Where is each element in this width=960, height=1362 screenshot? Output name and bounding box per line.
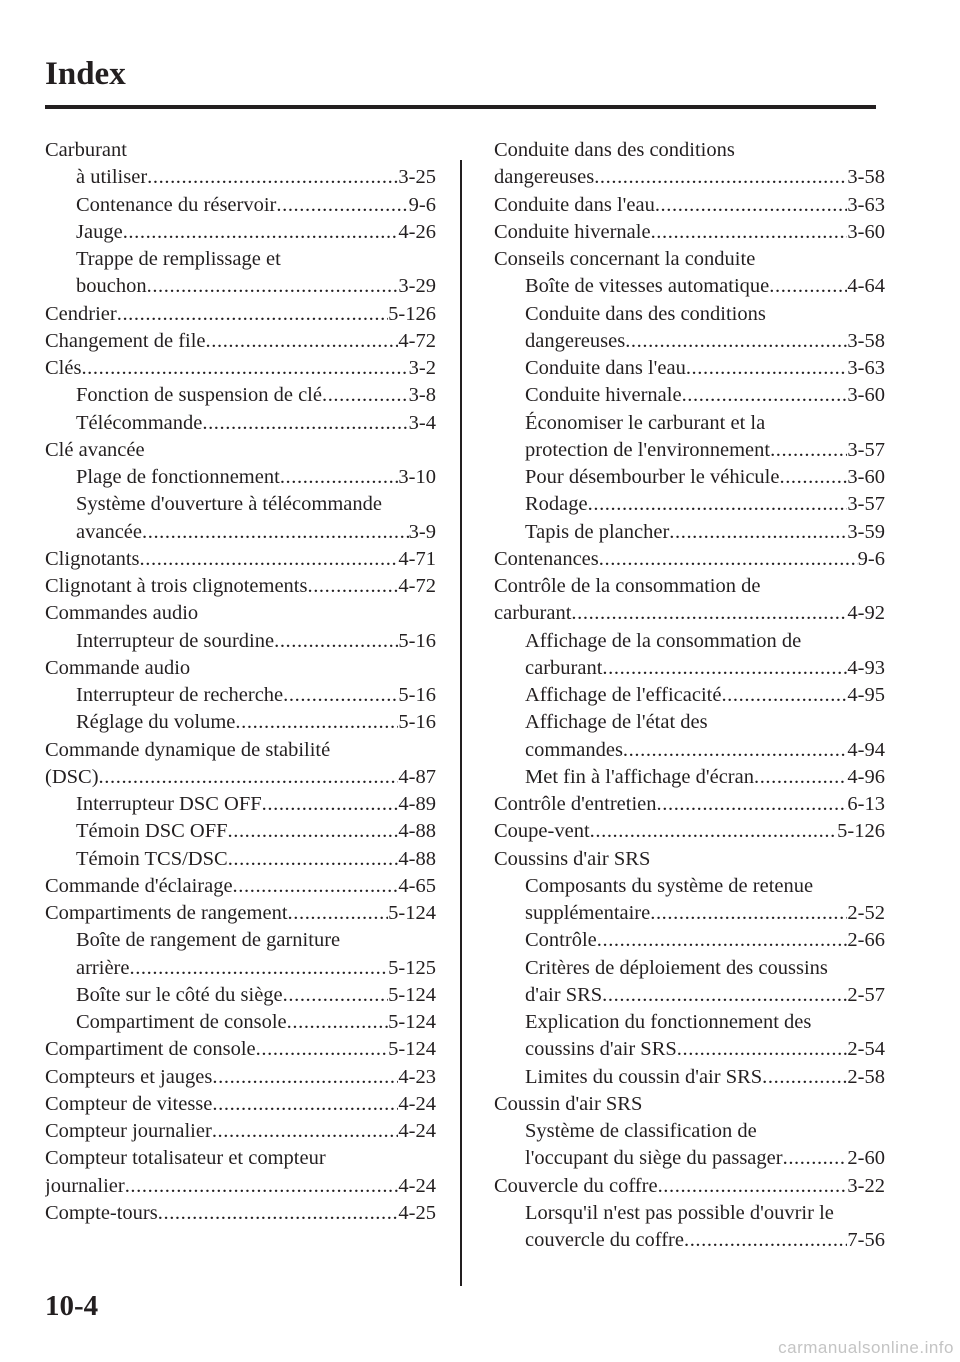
index-entry-text: dangereuses (494, 166, 595, 189)
index-entry (494, 1091, 885, 1118)
index-subentry (494, 1227, 885, 1254)
dot-leader (677, 1036, 848, 1063)
index-entry-text: Affichage de la consommation de (525, 629, 802, 652)
dot-leader (202, 410, 408, 437)
dot-leader (686, 355, 848, 382)
index-entry (45, 600, 436, 627)
index-entry-text: avancée (76, 520, 142, 543)
index-entry-text: Économiser le carburant et la (525, 411, 766, 434)
index-subentry (494, 355, 885, 382)
index-subentry (494, 628, 885, 655)
dot-leader (769, 273, 847, 300)
index-page-ref[interactable]: 3-57 (847, 493, 885, 516)
index-entry-text: Conduite hivernale (525, 384, 682, 407)
index-entry-text: Cendrier (45, 302, 117, 325)
dot-leader (147, 273, 399, 300)
dot-leader (288, 900, 389, 927)
index-entry (494, 1173, 885, 1200)
index-column-left (45, 137, 436, 1227)
index-page-ref[interactable]: 3-25 (398, 166, 436, 189)
index-subentry (494, 900, 885, 927)
index-entry-text: Trappe de remplissage et (76, 248, 281, 270)
index-page-ref[interactable]: 4-93 (847, 656, 885, 679)
index-entry (45, 546, 436, 573)
index-entry-text: d'air SRS (525, 983, 603, 1006)
index-entry (494, 546, 885, 573)
dot-leader (762, 1064, 847, 1091)
index-page-ref[interactable]: 3-8 (408, 384, 436, 407)
index-entry-text: commandes (525, 738, 623, 761)
index-subentry (494, 1036, 885, 1063)
index-subentry (494, 1145, 885, 1172)
dot-leader (142, 519, 409, 546)
index-page-ref[interactable]: 3-60 (847, 384, 885, 407)
index-subentry (494, 464, 885, 491)
dot-leader (721, 682, 847, 709)
dot-leader (684, 1227, 847, 1254)
index-entry-text: Compte-tours (45, 1201, 158, 1224)
index-entry (494, 846, 885, 873)
index-entry-text: Interrupteur de sourdine (76, 629, 275, 652)
index-entry (45, 137, 436, 164)
index-page-ref[interactable]: 4-64 (847, 275, 885, 298)
index-entry-text: Télécommande (76, 411, 203, 434)
index-entry-text: Commandes audio (45, 602, 199, 625)
index-page-ref[interactable]: 3-29 (398, 275, 436, 298)
dot-leader (81, 355, 408, 382)
index-entry-text: Contenances (494, 547, 599, 570)
dot-leader (212, 1064, 398, 1091)
index-page-ref[interactable]: 5-124 (388, 1011, 436, 1033)
index-entry (45, 655, 436, 682)
index-page-ref[interactable]: 4-88 (398, 847, 436, 870)
dot-leader (256, 1036, 389, 1063)
dot-leader (117, 301, 388, 328)
dot-leader (599, 546, 858, 573)
index-entry-text: Conduite hivernale (494, 220, 651, 243)
index-subentry (494, 982, 885, 1009)
index-entry-text: Clignotant à trois clignotements (45, 575, 308, 597)
index-subentry (45, 410, 436, 437)
index-page-ref[interactable]: 5-125 (388, 956, 436, 979)
index-entry-text: protection de l'environnement (525, 438, 771, 461)
index-entry-text: Fonction de suspension de clé (76, 384, 322, 407)
dot-leader (212, 1118, 399, 1145)
index-subentry (494, 301, 885, 328)
index-entry-text: Rodage (525, 493, 588, 516)
index-entry-text: Interrupteur DSC OFF (76, 793, 262, 815)
index-entry-text: Témoin TCS/DSC (76, 847, 228, 870)
index-page-ref[interactable]: 4-65 (398, 874, 436, 897)
index-subentry (494, 927, 885, 954)
index-page-ref[interactable]: 4-95 (847, 684, 885, 706)
index-entry-text: Système de classification de (525, 1120, 757, 1142)
index-entry (494, 818, 885, 845)
index-page-ref[interactable]: 4-26 (398, 220, 436, 243)
index-subentry (45, 192, 436, 219)
index-entry-text: Boîte de rangement de garniture (76, 929, 341, 952)
index-subentry (494, 682, 885, 709)
watermark: carmanualsonline.info (778, 1338, 954, 1357)
index-subentry (45, 246, 436, 273)
dot-leader (283, 682, 398, 709)
index-subentry (494, 519, 885, 546)
index-entry-text: Système d'ouverture à télécommande (76, 493, 382, 516)
dot-leader (206, 328, 399, 355)
index-page-ref[interactable]: 4-23 (398, 1065, 436, 1088)
index-entry-text: Limites du coussin d'air SRS (525, 1065, 763, 1088)
dot-leader (287, 1009, 389, 1036)
index-entry-text: dangereuses (525, 329, 626, 352)
header-rule (45, 105, 876, 109)
index-subentry (494, 655, 885, 682)
index-entry (494, 219, 885, 246)
index-subentry (45, 219, 436, 246)
index-entry-text: Réglage du volume (76, 711, 236, 734)
index-entry-text: Contrôle de la consommation de (494, 575, 761, 597)
index-subentry (45, 955, 436, 982)
index-subentry (45, 519, 436, 546)
index-entry-text: Clignotants (45, 547, 140, 570)
index-entry-text: Témoin DSC OFF (76, 820, 228, 843)
dot-leader (779, 464, 847, 491)
index-subentry (494, 491, 885, 518)
dot-leader (655, 192, 848, 219)
index-entry-text: Compteur journalier (45, 1120, 212, 1142)
index-subentry (494, 873, 885, 900)
index-subentry (45, 791, 436, 818)
index-entry-text: l'occupant du siège du passager (525, 1147, 783, 1170)
dot-leader (682, 382, 848, 409)
index-entry-text: Explication du fonctionnement des (525, 1011, 812, 1033)
index-entry (494, 192, 885, 219)
index-page-ref[interactable]: 4-72 (398, 329, 436, 352)
index-page-ref[interactable]: 5-124 (388, 902, 436, 924)
index-entry-text: Conduite dans des conditions (494, 139, 735, 161)
index-entry-text: Coussin d'air SRS (494, 1092, 643, 1115)
index-entry-text: arrière (76, 956, 130, 979)
index-entry (45, 1064, 436, 1091)
index-entry (45, 764, 436, 791)
index-subentry (494, 1009, 885, 1036)
index-subentry (494, 410, 885, 437)
index-page-ref[interactable]: 2-66 (847, 929, 885, 952)
index-page-ref[interactable]: 3-60 (847, 466, 885, 488)
index-subentry (494, 273, 885, 300)
index-subentry (494, 1064, 885, 1091)
index-entry (494, 791, 885, 818)
dot-leader (274, 628, 398, 655)
dot-leader (594, 164, 847, 191)
index-page-ref[interactable]: 4-87 (398, 765, 436, 788)
index-entry (45, 1173, 436, 1200)
index-page-ref[interactable]: 3-9 (408, 520, 436, 543)
index-entry-text: journalier (45, 1174, 125, 1197)
dot-leader (228, 846, 399, 873)
index-subentry (45, 818, 436, 845)
index-page-ref[interactable]: 9-6 (857, 547, 885, 570)
index-entry (45, 573, 436, 600)
index-entry (45, 301, 436, 328)
column-divider (460, 160, 462, 1286)
index-page-ref[interactable]: 5-16 (398, 629, 436, 652)
index-entry-text: Met fin à l'affichage d'écran (525, 765, 754, 788)
index-entry (45, 1036, 436, 1063)
index-page-ref[interactable]: 4-71 (398, 547, 436, 570)
index-subentry (45, 464, 436, 491)
dot-leader (571, 600, 847, 627)
index-entry (45, 437, 436, 464)
index-page-ref[interactable]: 2-60 (847, 1147, 885, 1170)
index-entry (494, 600, 885, 627)
index-entry-text: Conduite dans des conditions (525, 302, 766, 325)
index-entry (45, 873, 436, 900)
dot-leader (590, 818, 838, 845)
index-page-ref[interactable]: 3-63 (847, 357, 885, 379)
index-entry-text: Changement de file (45, 329, 206, 352)
dot-leader (307, 573, 398, 600)
index-entry (45, 1091, 436, 1118)
index-page-ref[interactable]: 2-57 (847, 983, 885, 1006)
index-entry-text: Compteur totalisateur et compteur (45, 1147, 326, 1170)
index-page-ref[interactable]: 4-24 (398, 1120, 436, 1142)
dot-leader (280, 464, 399, 491)
index-page-ref[interactable]: 4-96 (847, 765, 885, 788)
index-entry-text: Boîte sur le côté du siège (76, 983, 283, 1006)
index-page-ref[interactable]: 5-16 (398, 711, 436, 734)
index-subentry (494, 709, 885, 736)
index-entry (494, 137, 885, 164)
page-title: Index (45, 56, 126, 92)
index-page-ref[interactable]: 3-58 (847, 329, 885, 352)
index-page-ref[interactable]: 4-88 (398, 820, 436, 843)
index-entry-text: Interrupteur de recherche (76, 684, 284, 706)
index-entry-text: Clé avancée (45, 438, 145, 461)
index-page-ref[interactable]: 5-16 (398, 684, 436, 706)
index-subentry (45, 709, 436, 736)
index-page-ref[interactable]: 2-58 (847, 1065, 885, 1088)
dot-leader (129, 955, 388, 982)
index-page-ref[interactable]: 5-124 (388, 1038, 436, 1061)
index-page-ref[interactable]: 3-4 (408, 411, 436, 434)
index-subentry (45, 846, 436, 873)
index-subentry (45, 682, 436, 709)
index-subentry (45, 273, 436, 300)
index-subentry (494, 764, 885, 791)
dot-leader (602, 982, 847, 1009)
page-number: 10-4 (45, 1290, 99, 1322)
dot-leader (783, 1145, 848, 1172)
index-entry-text: Lorsqu'il n'est pas possible d'ouvrir le (525, 1201, 834, 1224)
index-entry-text: couvercle du coffre (525, 1229, 684, 1251)
index-page-ref[interactable]: 3-10 (398, 466, 436, 488)
index-entry-text: Commande dynamique de stabilité (45, 738, 331, 761)
dot-leader (623, 737, 848, 764)
dot-leader (625, 328, 847, 355)
index-page-ref[interactable]: 7-56 (847, 1229, 885, 1251)
index-page-ref[interactable]: 5-126 (388, 302, 436, 325)
dot-leader (228, 818, 399, 845)
index-entry-text: Pour désembourber le véhicule (525, 466, 780, 488)
index-subentry (494, 1200, 885, 1227)
index-entry (494, 573, 885, 600)
index-entry (45, 1145, 436, 1172)
index-entry-text: Commande audio (45, 656, 191, 679)
index-page-ref[interactable]: 3-59 (847, 520, 885, 543)
dot-leader (602, 655, 847, 682)
index-entry-text: Contrôle (525, 929, 597, 952)
index-entry (45, 1118, 436, 1145)
dot-leader (276, 192, 408, 219)
index-subentry (45, 1009, 436, 1036)
index-page-ref[interactable]: 4-92 (847, 602, 885, 625)
dot-leader (99, 764, 399, 791)
index-entry-text: Affichage de l'efficacité (525, 684, 722, 706)
dot-leader (125, 1173, 399, 1200)
index-subentry (45, 628, 436, 655)
index-entry-text: Boîte de vitesses automatique (525, 275, 770, 298)
index-entry (494, 246, 885, 273)
index-entry (45, 355, 436, 382)
dot-leader (322, 382, 409, 409)
index-entry-text: Compteur de vitesse (45, 1092, 213, 1115)
dot-leader (770, 437, 847, 464)
index-page-ref[interactable]: 4-24 (398, 1174, 436, 1197)
index-page-ref[interactable]: 3-58 (847, 166, 885, 189)
index-entry-text: Compartiments de rangement (45, 902, 288, 924)
index-column-right (494, 137, 885, 1254)
dot-leader (123, 219, 399, 246)
index-entry-text: Compartiment de console (76, 1011, 287, 1033)
index-page-ref[interactable]: 4-24 (398, 1092, 436, 1115)
dot-leader (657, 791, 848, 818)
dot-leader (233, 873, 399, 900)
index-entry (45, 1200, 436, 1227)
dot-leader (651, 219, 848, 246)
dot-leader (158, 1200, 399, 1227)
index-subentry (45, 164, 436, 191)
index-entry-text: Conduite dans l'eau (494, 193, 655, 216)
index-entry-text: Tapis de plancher (525, 520, 670, 543)
index-page-ref[interactable]: 3-22 (847, 1174, 885, 1197)
index-entry-text: Coussins d'air SRS (494, 847, 651, 870)
index-page-ref[interactable]: 3-57 (847, 438, 885, 461)
index-page-ref[interactable]: 4-72 (398, 575, 436, 597)
index-entry-text: bouchon (76, 275, 147, 298)
index-entry (45, 737, 436, 764)
index-page-ref[interactable]: 3-2 (408, 357, 436, 379)
index-entry-text: carburant (525, 656, 603, 679)
index-subentry (494, 1118, 885, 1145)
index-page-ref[interactable]: 3-63 (847, 193, 885, 216)
index-page-ref[interactable]: 6-13 (847, 793, 885, 815)
index-entry-text: Coupe-vent (494, 820, 590, 843)
index-entry-text: Contrôle d'entretien (494, 793, 657, 815)
dot-leader (283, 982, 389, 1009)
index-subentry (494, 437, 885, 464)
index-entry-text: à utiliser (76, 166, 148, 189)
dot-leader (597, 927, 848, 954)
index-page-ref[interactable]: 9-6 (408, 193, 436, 216)
index-subentry (494, 382, 885, 409)
index-subentry (494, 328, 885, 355)
index-subentry (45, 382, 436, 409)
index-entry-text: Clés (45, 357, 82, 379)
index-page-ref[interactable]: 2-54 (847, 1038, 885, 1061)
index-entry-text: Conduite dans l'eau (525, 357, 686, 379)
dot-leader (669, 519, 847, 546)
dot-leader (650, 900, 847, 927)
index-entry-text: Compteurs et jauges (45, 1065, 213, 1088)
dot-leader (212, 1091, 398, 1118)
dot-leader (235, 709, 398, 736)
dot-leader (754, 764, 847, 791)
index-subentry (45, 927, 436, 954)
index-entry-text: Couvercle du coffre (494, 1174, 658, 1197)
index-page-ref[interactable]: 4-25 (398, 1201, 436, 1224)
index-entry-text: Conseils concernant la conduite (494, 248, 756, 270)
index-entry-text: supplémentaire (525, 902, 651, 924)
index-page-ref[interactable]: 5-126 (837, 820, 885, 843)
index-page-ref[interactable]: 4-89 (398, 793, 436, 815)
index-entry-text: Jauge (76, 220, 123, 243)
index-entry (45, 328, 436, 355)
index-page-ref[interactable]: 4-94 (847, 738, 885, 761)
dot-leader (588, 491, 848, 518)
dot-leader (658, 1173, 848, 1200)
dot-leader (147, 164, 398, 191)
index-entry (45, 900, 436, 927)
index-subentry (494, 955, 885, 982)
index-entry-text: (DSC) (45, 765, 99, 788)
index-entry-text: Compartiment de console (45, 1038, 256, 1061)
index-entry-text: Contenance du réservoir (76, 193, 277, 216)
index-subentry (45, 982, 436, 1009)
index-page-ref[interactable]: 5-124 (388, 983, 436, 1006)
index-entry-text: Critères de déploiement des coussins (525, 956, 828, 979)
index-entry-text: Composants du système de retenue (525, 874, 814, 897)
index-entry-text: Plage de fonctionnement (76, 466, 280, 488)
index-entry-text: Carburant (45, 139, 127, 161)
dot-leader (140, 546, 399, 573)
index-entry-text: Affichage de l'état des (525, 711, 708, 734)
index-page-ref[interactable]: 2-52 (847, 902, 885, 924)
index-entry-text: coussins d'air SRS (525, 1038, 677, 1061)
index-page-ref[interactable]: 3-60 (847, 220, 885, 243)
index-subentry (494, 737, 885, 764)
index-entry (494, 164, 885, 191)
index-entry-text: Commande d'éclairage (45, 874, 233, 897)
dot-leader (262, 791, 399, 818)
index-entry-text: carburant (494, 602, 572, 625)
index-subentry (45, 491, 436, 518)
